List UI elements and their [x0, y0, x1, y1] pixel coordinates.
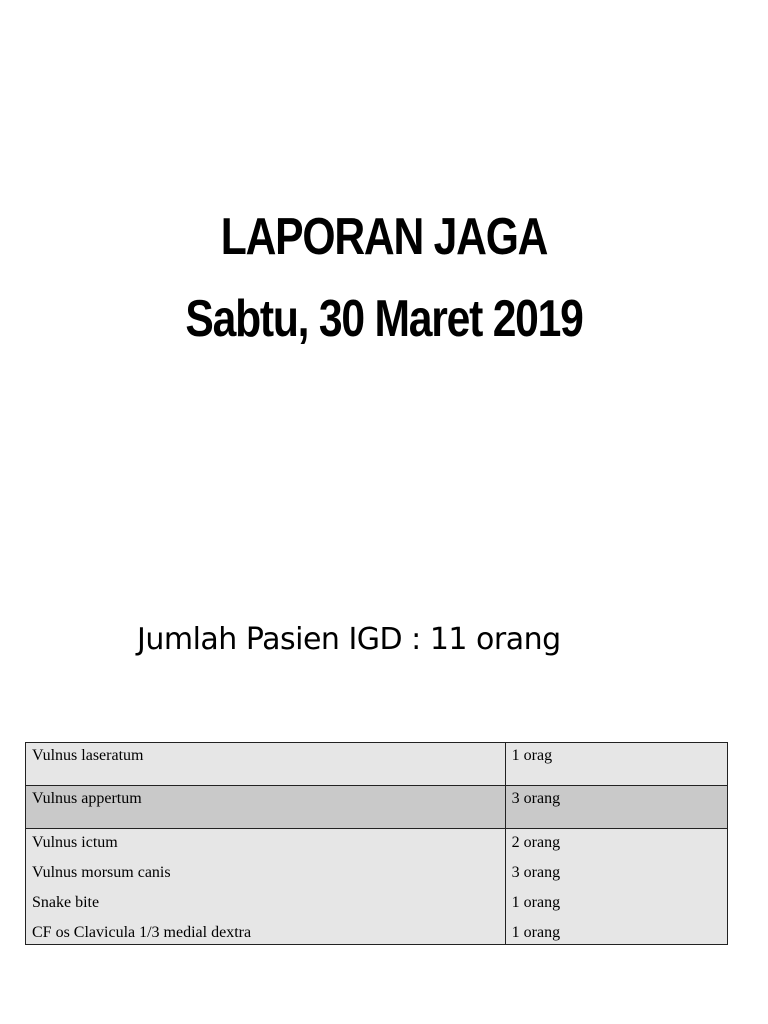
- diagnosis-item: Snake bite: [32, 894, 100, 911]
- table-row: [26, 786, 728, 829]
- count-cell: 1 orag: [505, 743, 727, 786]
- report-date: Sabtu, 30 Maret 2019: [185, 290, 583, 348]
- count-item: 3 orang: [511, 864, 561, 881]
- count-cell-group: [505, 829, 727, 945]
- diagnosis-item: Vulnus morsum canis: [32, 864, 171, 881]
- diagnosis-table: [25, 742, 728, 945]
- diagnosis-cell: Vulnus appertum: [26, 786, 506, 829]
- count-item: 1 orang: [511, 924, 561, 941]
- count-item: 1 orang: [511, 894, 561, 911]
- title-block: [0, 196, 768, 360]
- count-cell: 3 orang: [505, 786, 727, 829]
- table-row: [26, 743, 728, 786]
- diagnosis-cell-group: [26, 829, 506, 945]
- count-item: 2 orang: [511, 834, 561, 851]
- table-row-group: [26, 829, 728, 945]
- patient-count-summary: Jumlah Pasien IGD : 11 orang: [137, 622, 561, 657]
- diagnosis-item: CF os Clavicula 1/3 medial dextra: [32, 924, 252, 941]
- diagnosis-cell: Vulnus laseratum: [26, 743, 506, 786]
- diagnosis-item: Vulnus ictum: [32, 834, 118, 851]
- report-title: LAPORAN JAGA: [220, 208, 548, 266]
